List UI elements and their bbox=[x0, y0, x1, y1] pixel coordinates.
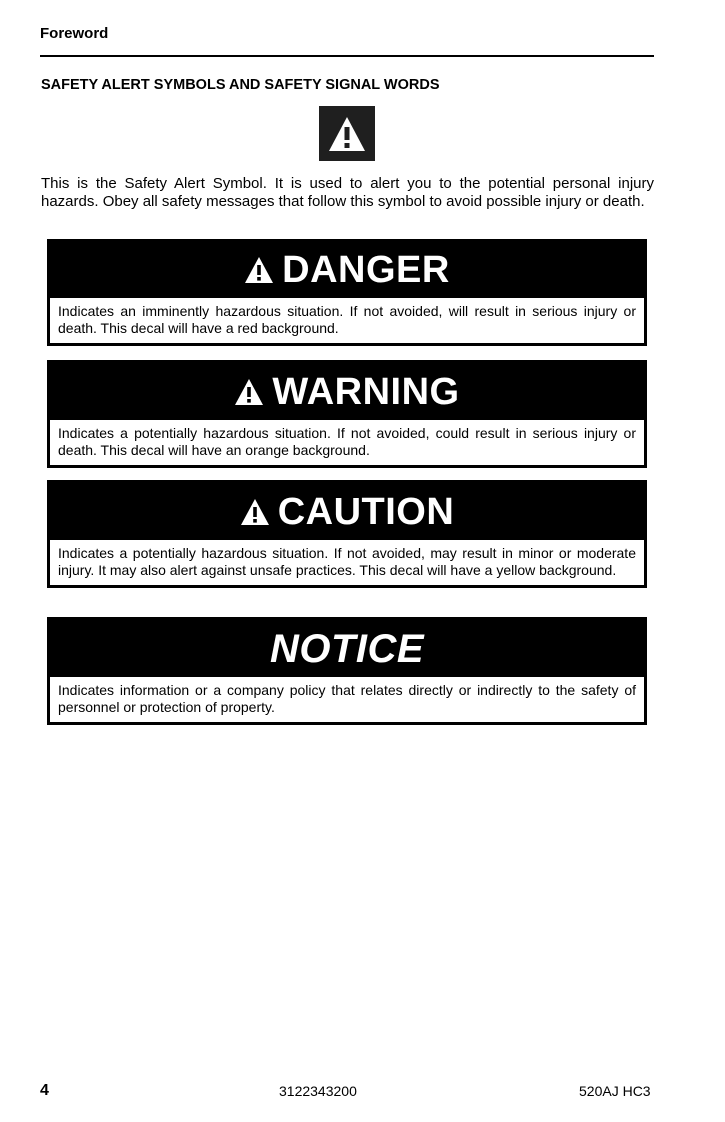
page-header-title: Foreword bbox=[40, 25, 109, 42]
warning-signal-word: WARNING bbox=[272, 370, 460, 413]
caution-signal-word: CAUTION bbox=[277, 490, 455, 533]
danger-header bbox=[50, 242, 644, 298]
caution-panel bbox=[47, 480, 647, 588]
notice-signal-word: NOTICE bbox=[269, 626, 425, 671]
model-designation: 520AJ HC3 bbox=[579, 1083, 651, 1099]
warning-triangle-icon bbox=[244, 256, 274, 284]
warning-description: Indicates a potentially hazardous situation. If not avoided, could result in serious injury or death. This decal will have an orange background. bbox=[58, 425, 636, 458]
warning-panel bbox=[47, 360, 647, 468]
document-number: 3122343200 bbox=[279, 1083, 357, 1099]
danger-signal-word: DANGER bbox=[282, 249, 450, 291]
notice-panel bbox=[47, 617, 647, 725]
intro-paragraph: This is the Safety Alert Symbol. It is used to alert you to the potential personal injury hazards. Obey all safety messages that follow this symbol to avoid possible injury or death. bbox=[41, 175, 654, 210]
caution-header bbox=[50, 483, 644, 540]
danger-panel bbox=[47, 239, 647, 346]
warning-triangle-icon bbox=[240, 498, 270, 526]
page-number: 4 bbox=[40, 1082, 49, 1099]
warning-header bbox=[50, 363, 644, 420]
header-divider bbox=[40, 55, 654, 57]
warning-triangle-icon bbox=[234, 378, 264, 406]
section-title: SAFETY ALERT SYMBOLS AND SAFETY SIGNAL WORDS bbox=[41, 77, 440, 93]
caution-description: Indicates a potentially hazardous situation. If not avoided, may result in minor or moderate injury. It may also alert against unsafe practices. This decal will have a yellow background. bbox=[58, 545, 636, 578]
notice-header bbox=[50, 620, 644, 677]
safety-alert-symbol-icon bbox=[319, 106, 375, 161]
notice-description: Indicates information or a company policy that relates directly or indirectly to the safety of personnel or protection of property. bbox=[58, 682, 636, 715]
danger-description: Indicates an imminently hazardous situation. If not avoided, will result in serious injury or death. This decal will have a red background. bbox=[58, 303, 636, 336]
